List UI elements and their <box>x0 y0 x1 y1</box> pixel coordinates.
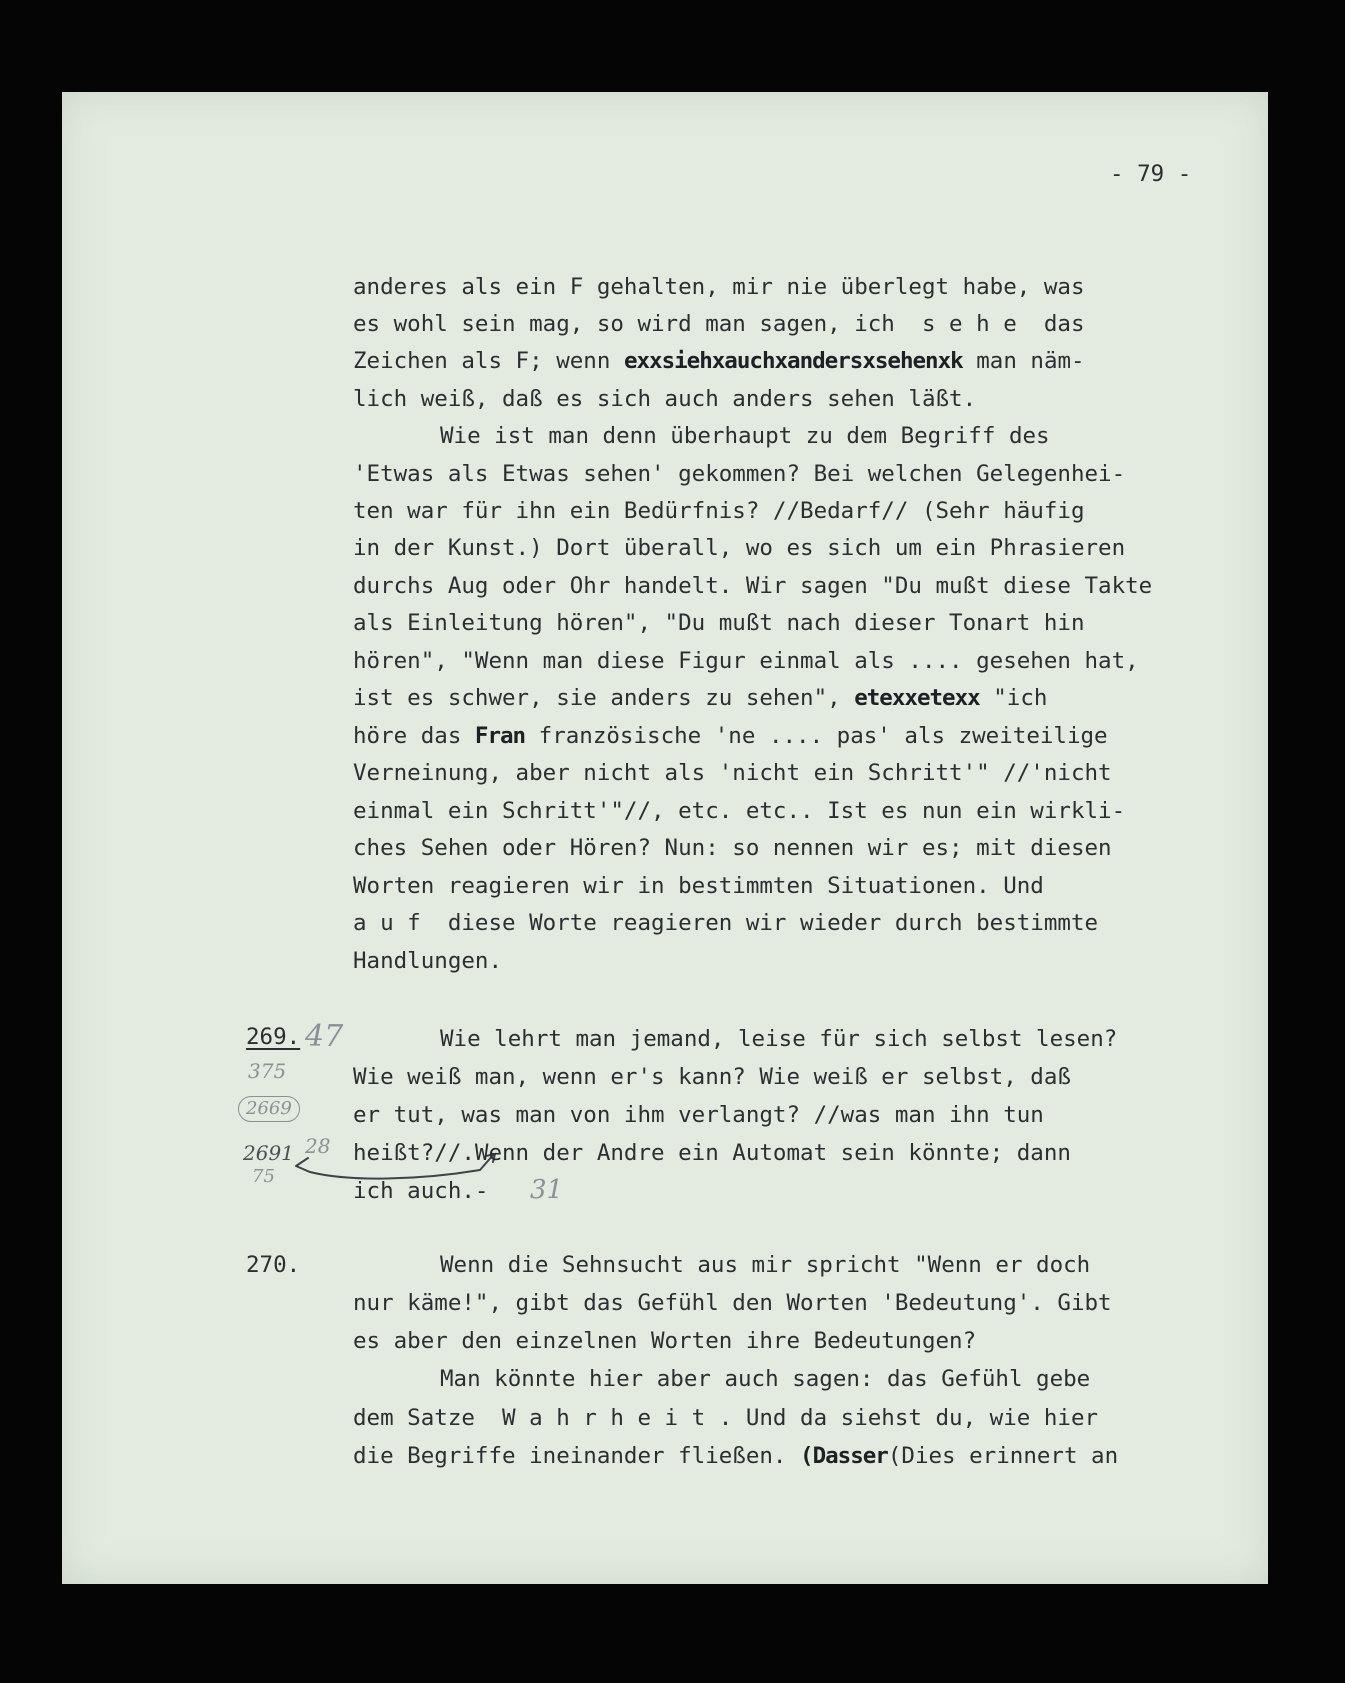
struck-out-text: (Dasser <box>800 1443 888 1469</box>
handwritten-note: 31 <box>530 1175 564 1205</box>
text-line <box>353 1445 1118 1468</box>
text-line: Worten reagieren wir in bestimmten Situationen. Und <box>353 873 1044 899</box>
text-line <box>353 687 1047 710</box>
text-line: durchs Aug oder Ohr handelt. Wir sagen "Du mußt diese Takte <box>353 573 1153 599</box>
text-line <box>353 350 1085 373</box>
handwritten-note: 375 <box>248 1059 287 1083</box>
text-line: anderes als ein F gehalten, mir nie überlegt habe, was <box>353 274 1085 300</box>
text-line: heißt?//.Wenn der Andre ein Automat sein könnte; dann <box>353 1140 1071 1166</box>
handwritten-note: 2691 <box>243 1141 294 1165</box>
text-line-end: französische 'ne .... pas' als zweiteilige <box>525 723 1108 749</box>
struck-out-text: Fran <box>474 723 526 749</box>
text-line: hören", "Wenn man diese Figur einmal als .... gesehen hat, <box>353 648 1139 674</box>
text-line: als Einleitung hören", "Du mußt nach dieser Tonart hin <box>353 610 1085 636</box>
text-line-end: man näm- <box>962 348 1085 374</box>
text-line: a u f diese Worte reagieren wir wieder durch bestimmte <box>353 910 1099 936</box>
struck-out-text: exxsiehxauchxandersxsehenxk <box>623 348 963 374</box>
struck-out-text: etexxetexx <box>854 685 980 711</box>
text-line: ten war für ihn ein Bedürfnis? //Bedarf// (Sehr häufig <box>353 498 1085 524</box>
remark-number: 269. <box>246 1024 301 1050</box>
text-line: lich weiß, daß es sich auch anders sehen läßt. <box>353 386 977 412</box>
text-line: Wenn die Sehnsucht aus mir spricht "Wenn er doch <box>440 1252 1091 1278</box>
text-line-end: "ich <box>979 685 1048 711</box>
text-line: Handlungen. <box>353 948 503 974</box>
text-line: 'Etwas als Etwas sehen' gekommen? Bei welchen Gelegenhei- <box>353 461 1126 487</box>
text-line: Verneinung, aber nicht als 'nicht ein Schritt'" //'nicht <box>353 760 1112 786</box>
text-line-start: Zeichen als F; wenn <box>353 348 624 374</box>
text-line <box>353 725 1108 748</box>
text-line: nur käme!", gibt das Gefühl den Worten 'Bedeutung'. Gibt <box>353 1290 1112 1316</box>
page-number: - 79 - <box>1110 161 1192 187</box>
text-line: er tut, was man von ihm verlangt? //was man ihn tun <box>353 1102 1044 1128</box>
text-line: Man könnte hier aber auch sagen: das Gefühl gebe <box>440 1366 1091 1392</box>
text-line: Wie weiß man, wenn er's kann? Wie weiß er selbst, daß <box>353 1064 1071 1090</box>
remark-number: 270. <box>246 1252 301 1278</box>
text-line-start: ist es schwer, sie anders zu sehen", <box>353 685 855 711</box>
text-line: ich auch.- <box>353 1178 489 1204</box>
text-line: in der Kunst.) Dort überall, wo es sich um ein Phrasieren <box>353 535 1126 561</box>
text-line: es aber den einzelnen Worten ihre Bedeutungen? <box>353 1328 977 1354</box>
text-line: Wie lehrt man jemand, leise für sich selbst lesen? <box>440 1026 1118 1052</box>
handwritten-note: 28 <box>305 1134 331 1158</box>
handwritten-note: 47 <box>305 1019 344 1054</box>
text-line-end: (Dies erinnert an <box>887 1443 1119 1469</box>
text-line-start: die Begriffe ineinander fließen. <box>353 1443 801 1469</box>
handwritten-note: 2669 <box>238 1096 300 1122</box>
text-line: einmal ein Schritt'"//, etc. etc.. Ist es nun ein wirkli- <box>353 798 1126 824</box>
text-line: es wohl sein mag, so wird man sagen, ich s e h e das <box>353 311 1085 337</box>
handwritten-note: 75 <box>252 1166 275 1187</box>
text-line: dem Satze W a h r h e i t . Und da siehst du, wie hier <box>353 1405 1099 1431</box>
text-line: ches Sehen oder Hören? Nun: so nennen wir es; mit diesen <box>353 835 1112 861</box>
text-line-start: höre das <box>353 723 475 749</box>
text-line: Wie ist man denn überhaupt zu dem Begriff des <box>440 423 1050 449</box>
